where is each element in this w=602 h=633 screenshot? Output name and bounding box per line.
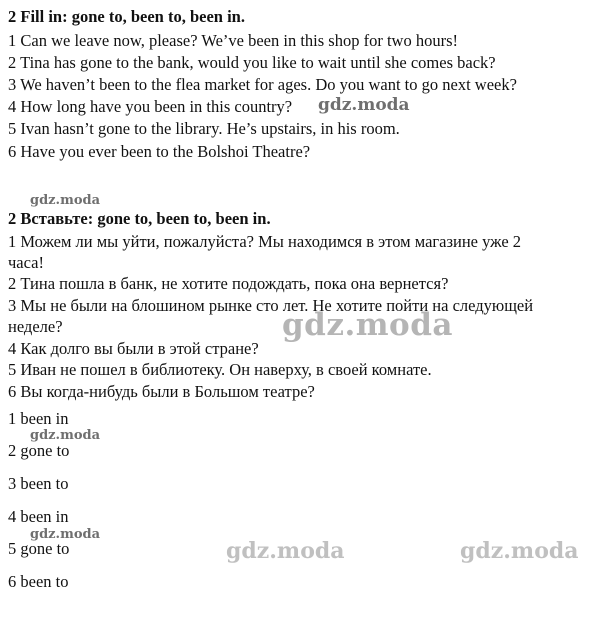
english-item-6: 6 Have you ever been to the Bolshoi Theatre?: [8, 142, 311, 161]
russian-line-3: 2 Тина пошла в банк, не хотите подождать, пока она вернется?: [8, 274, 449, 293]
answer-2: 2 gone to: [8, 441, 70, 460]
english-item-1: 1 Can we leave now, please? We’ve been in this shop for two hours!: [8, 31, 459, 50]
russian-line-8: 6 Вы когда-нибудь были в Большом театре?: [8, 382, 315, 401]
russian-line-2: часа!: [8, 253, 44, 272]
russian-line-1: 1 Можем ли мы уйти, пожалуйста? Мы находимся в этом магазине уже 2: [8, 232, 522, 251]
russian-line-5: неделе?: [8, 317, 63, 336]
answer-1: 1 been in: [8, 409, 69, 428]
english-item-4: 4 How long have you been in this country?: [8, 97, 293, 116]
watermark: gdz.moda: [30, 193, 101, 208]
english-item-2: 2 Tina has gone to the bank, would you like to wait until she comes back?: [8, 53, 496, 72]
russian-line-4: 3 Мы не были на блошином рынке сто лет. Не хотите пойти на следующей: [8, 296, 534, 315]
english-item-5: 5 Ivan hasn’t gone to the library. He’s upstairs, in his room.: [8, 119, 400, 138]
answer-3: 3 been to: [8, 474, 69, 493]
answer-6: 6 been to: [8, 572, 69, 591]
watermark: gdz.moda: [226, 538, 345, 564]
russian-line-7: 5 Иван не пошел в библиотеку. Он наверху, в своей комнате.: [8, 360, 432, 379]
russian-heading: 2 Вставьте: gone to, been to, been in.: [8, 209, 271, 228]
answer-5: 5 gone to: [8, 539, 70, 558]
watermark: gdz.moda: [30, 527, 101, 542]
russian-line-6: 4 Как долго вы были в этой стране?: [8, 339, 259, 358]
watermark: gdz.moda: [460, 538, 579, 564]
watermark: gdz.moda: [282, 307, 453, 343]
watermark: gdz.moda: [318, 95, 410, 115]
watermark: gdz.moda: [30, 428, 101, 443]
english-heading: 2 Fill in: gone to, been to, been in.: [8, 7, 245, 26]
answer-4: 4 been in: [8, 507, 69, 526]
english-item-3: 3 We haven’t been to the flea market for ages. Do you want to go next week?: [8, 75, 517, 94]
